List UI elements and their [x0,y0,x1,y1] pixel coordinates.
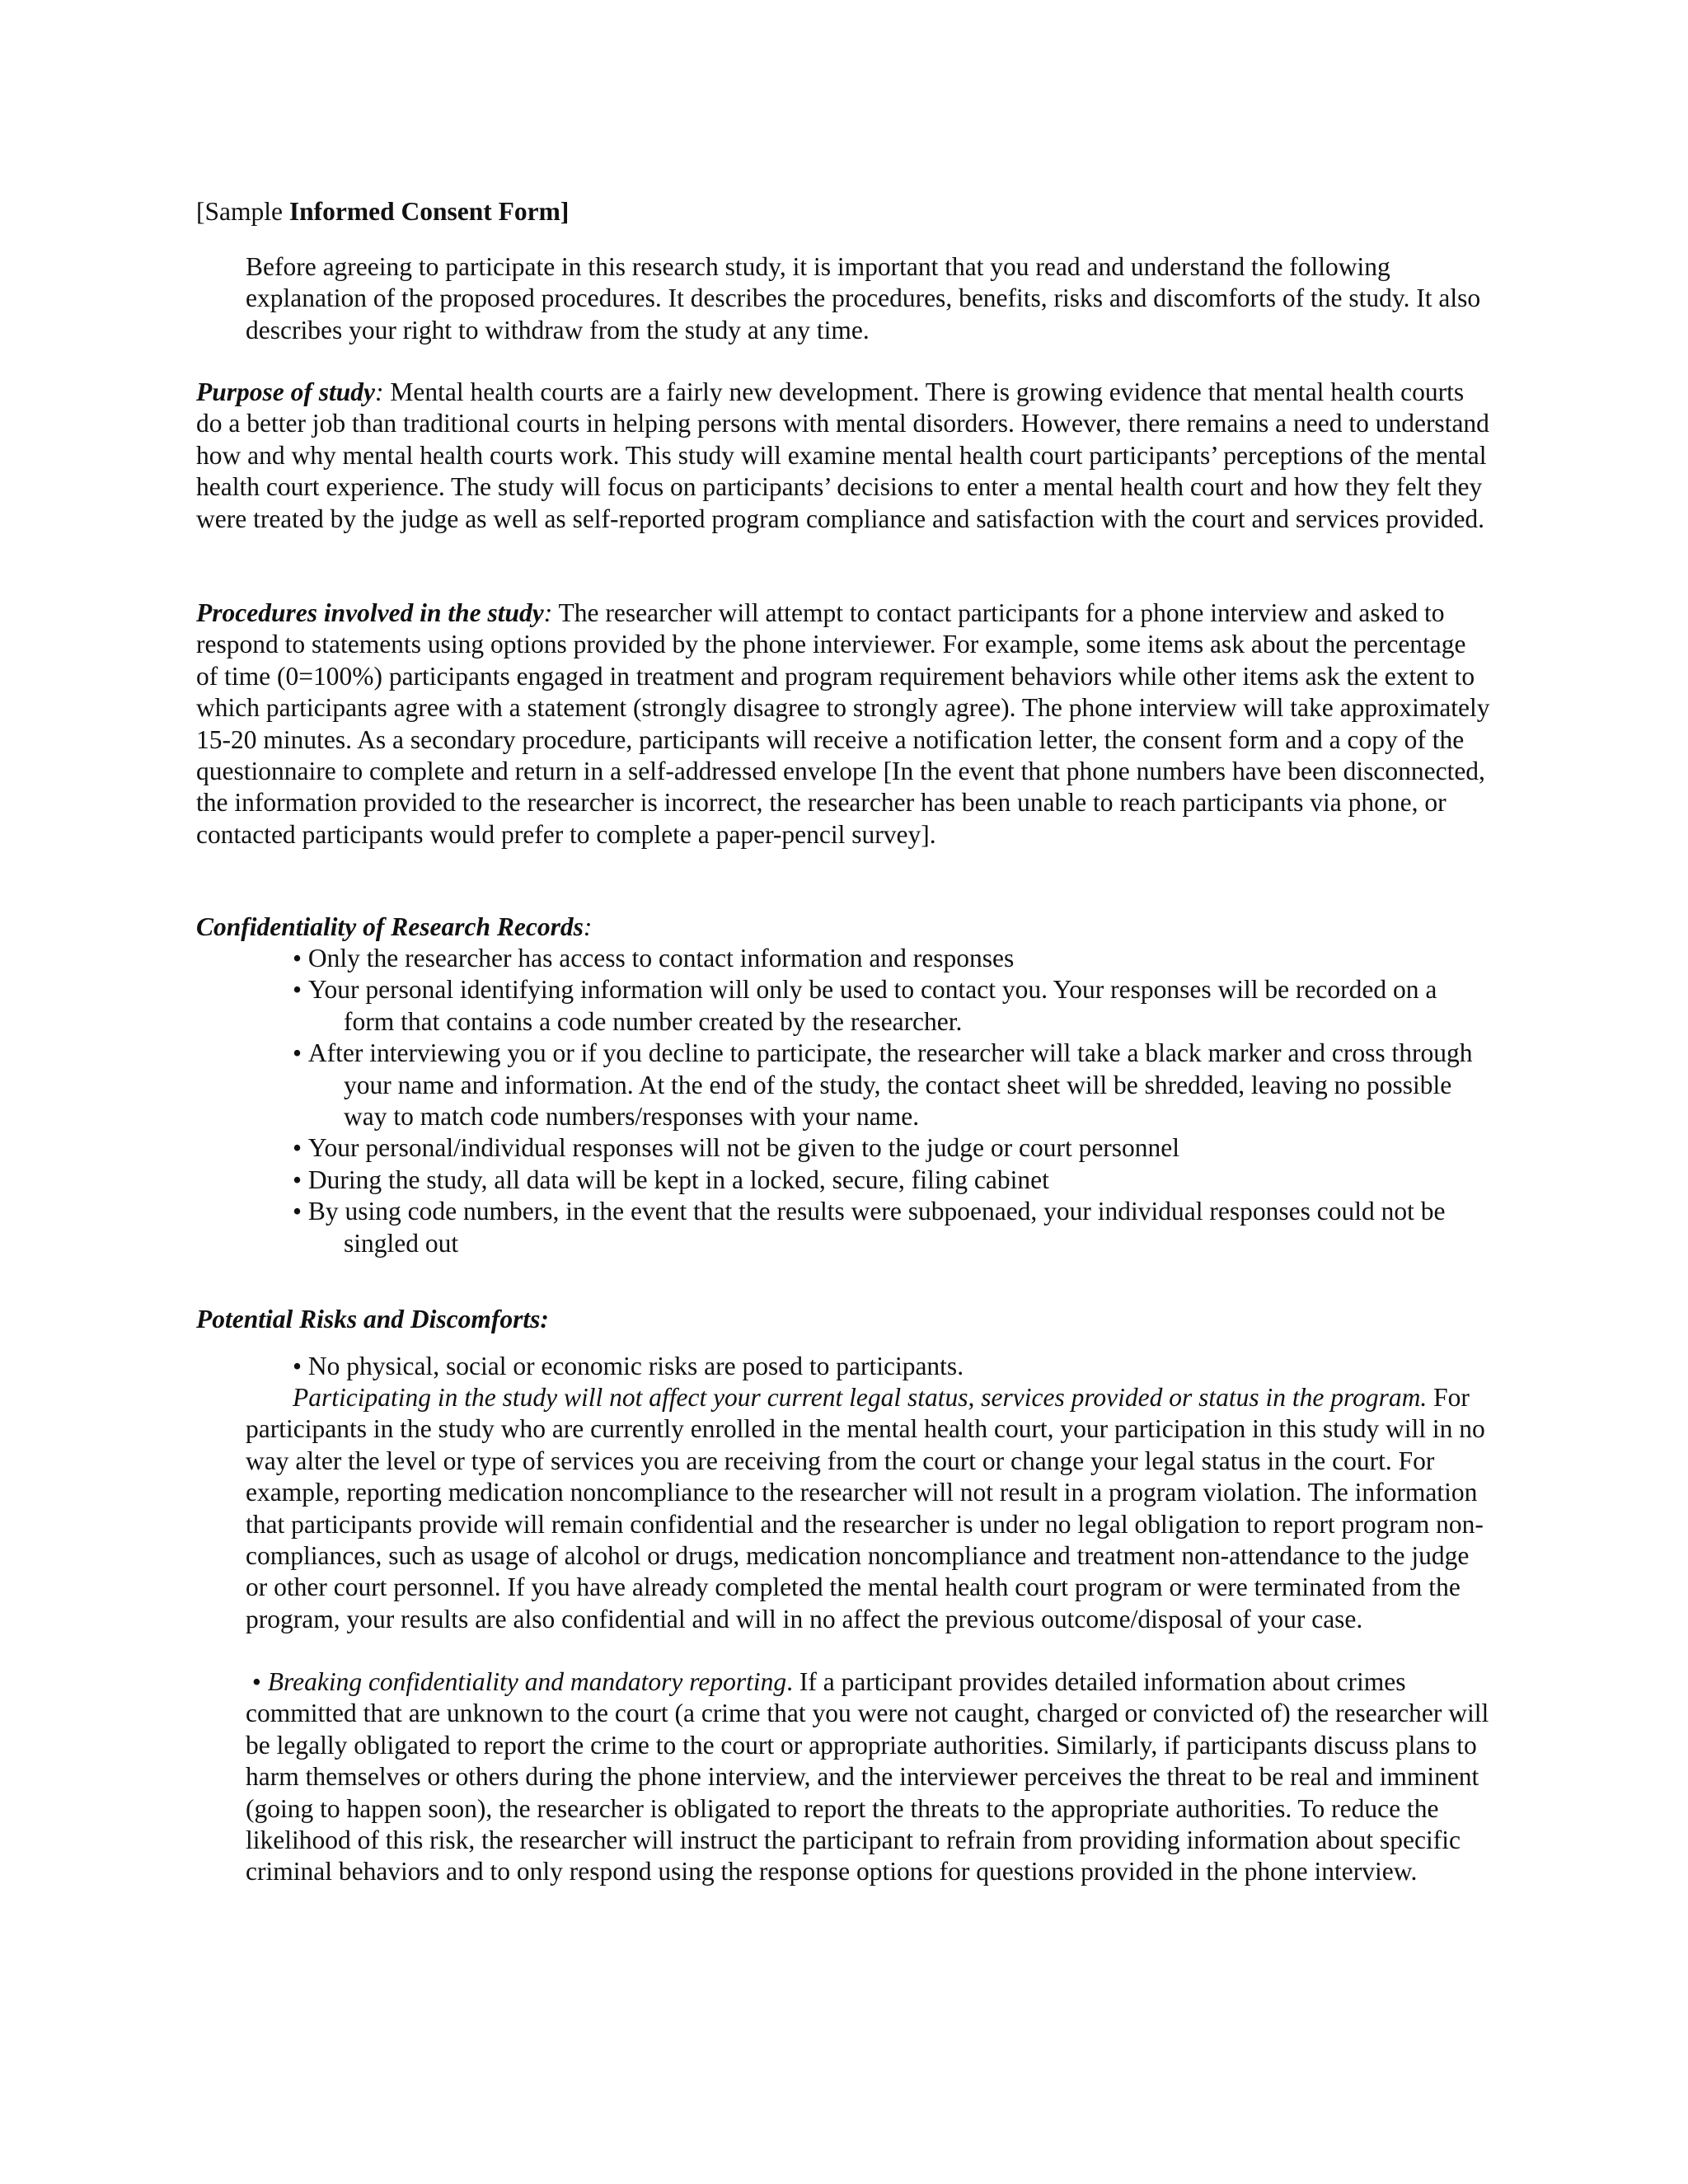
purpose-colon: : [375,377,384,406]
list-item: • Only the researcher has access to contact information and responses [293,943,1479,974]
risk-item-legal-status-text: For participants in the study who are currently enrolled in the mental health court, your participation in this study will in no way alter the level or type of services you are receiving from the court or change your legal status in the court. For example, reporting medication noncompliance to the researcher will not result in a program violation. The information that participants provide will remain confidential and the researcher is under no legal obligation to report program non-compliances, such as usage of alcohol or drugs, medication noncompliance and treatment non-attendance to the judge or other court personnel. If you have already completed the mental health court program or were terminated from the program, your results are also confidential and will in no affect the previous outcome/disposal of your case. [246,1383,1485,1633]
intro-paragraph: Before agreeing to participate in this research study, it is important that you read and understand the following explanation of the proposed procedures. It describes the procedures, benefits, risks and discomforts of the study. It also describes your right to withdraw from the study at any time. [246,252,1481,344]
list-item: • Your personal/individual responses will not be given to the judge or court personnel [293,1132,1479,1164]
procedures-heading: Procedures involved in the study [196,598,544,627]
confidentiality-heading-line [196,912,1490,943]
document-title [196,196,1515,227]
risks-heading-text: Potential Risks and Discomforts: [196,1305,549,1333]
confidentiality-heading: Confidentiality of Research Records [196,912,584,941]
procedures-colon: : [543,598,553,627]
list-item: • By using code numbers, in the event that the results were subpoenaed, your individual responses could not be singled out [293,1196,1479,1259]
confidentiality-colon: : [583,912,593,941]
list-item: • Your personal identifying information will only be used to contact you. Your responses will be recorded on a form that contains a code number created by the researcher. [293,974,1479,1038]
risk-item-physical: • No physical, social or economic risks are posed to participants. [293,1351,1479,1382]
risk-item-legal-status [246,1382,1490,1635]
risk-item-legal-status-italic: Participating in the study will not affect your current legal status, services provided or status in the program. [293,1383,1428,1412]
list-item: • After interviewing you or if you decline to participate, the researcher will take a black marker and cross through your name and information. At the end of the study, the contact sheet will be shredded, leaving no possible way to match code numbers/responses with your name. [293,1038,1479,1132]
list-item: • During the study, all data will be kept in a locked, secure, filing cabinet [293,1165,1479,1196]
title-bold: Informed Consent Form] [288,197,570,226]
procedures-section [196,598,1490,851]
bullet-glyph [246,1667,268,1696]
risk-item-breaking-confidentiality-italic: Breaking confidentiality and mandatory reporting [267,1667,787,1696]
risk-item-breaking-confidentiality [246,1666,1490,1888]
purpose-text: Mental health courts are a fairly new development. There is growing evidence that mental health courts do a better job than traditional courts in helping persons with mental disorders. However, there remains a need to understand how and why mental health courts work. This study will examine mental health court participants’ perceptions of the mental health court experience. The study will focus on participants’ decisions to enter a mental health court and how they felt they were treated by the judge as well as self-reported program compliance and satisfaction with the court and services provided. [196,377,1489,533]
procedures-text: The researcher will attempt to contact participants for a phone interview and asked to respond to statements using options provided by the phone interviewer. For example, some items ask about the percentage of time (0=100%) participants engaged in treatment and program requirement behaviors while other items ask the extent to which participants agree with a statement (strongly disagree to strongly agree). The phone interview will take approximately 15-20 minutes. As a secondary procedure, participants will receive a notification letter, the consent form and a copy of the questionnaire to complete and return in a self-addressed envelope [In the event that phone numbers have been disconnected, the information provided to the researcher is incorrect, the researcher has been unable to reach participants via phone, or contacted participants would prefer to complete a paper-pencil survey]. [196,598,1490,849]
purpose-heading: Purpose of study [196,377,376,406]
risk-item-breaking-confidentiality-text: . If a participant provides detailed information about crimes committed that are unknown to the court (a crime that you were not caught, charged or convicted of) the researcher will be legally obligated to report the crime to the court or appropriate authorities. Similarly, if participants discuss plans to harm themselves or others during the phone interview, and the interviewer perceives the threat to be real and imminent (going to happen soon), the researcher is obligated to report the threats to the appropriate authorities. To reduce the likelihood of this risk, the researcher will instruct the participant to refrain from providing information about specific criminal behaviors and to only respond using the response options for questions provided in the phone interview. [246,1667,1489,1886]
confidentiality-list [293,943,1479,1259]
title-prefix: [Sample [196,197,289,226]
risks-heading [196,1304,1490,1335]
purpose-section [196,377,1490,535]
